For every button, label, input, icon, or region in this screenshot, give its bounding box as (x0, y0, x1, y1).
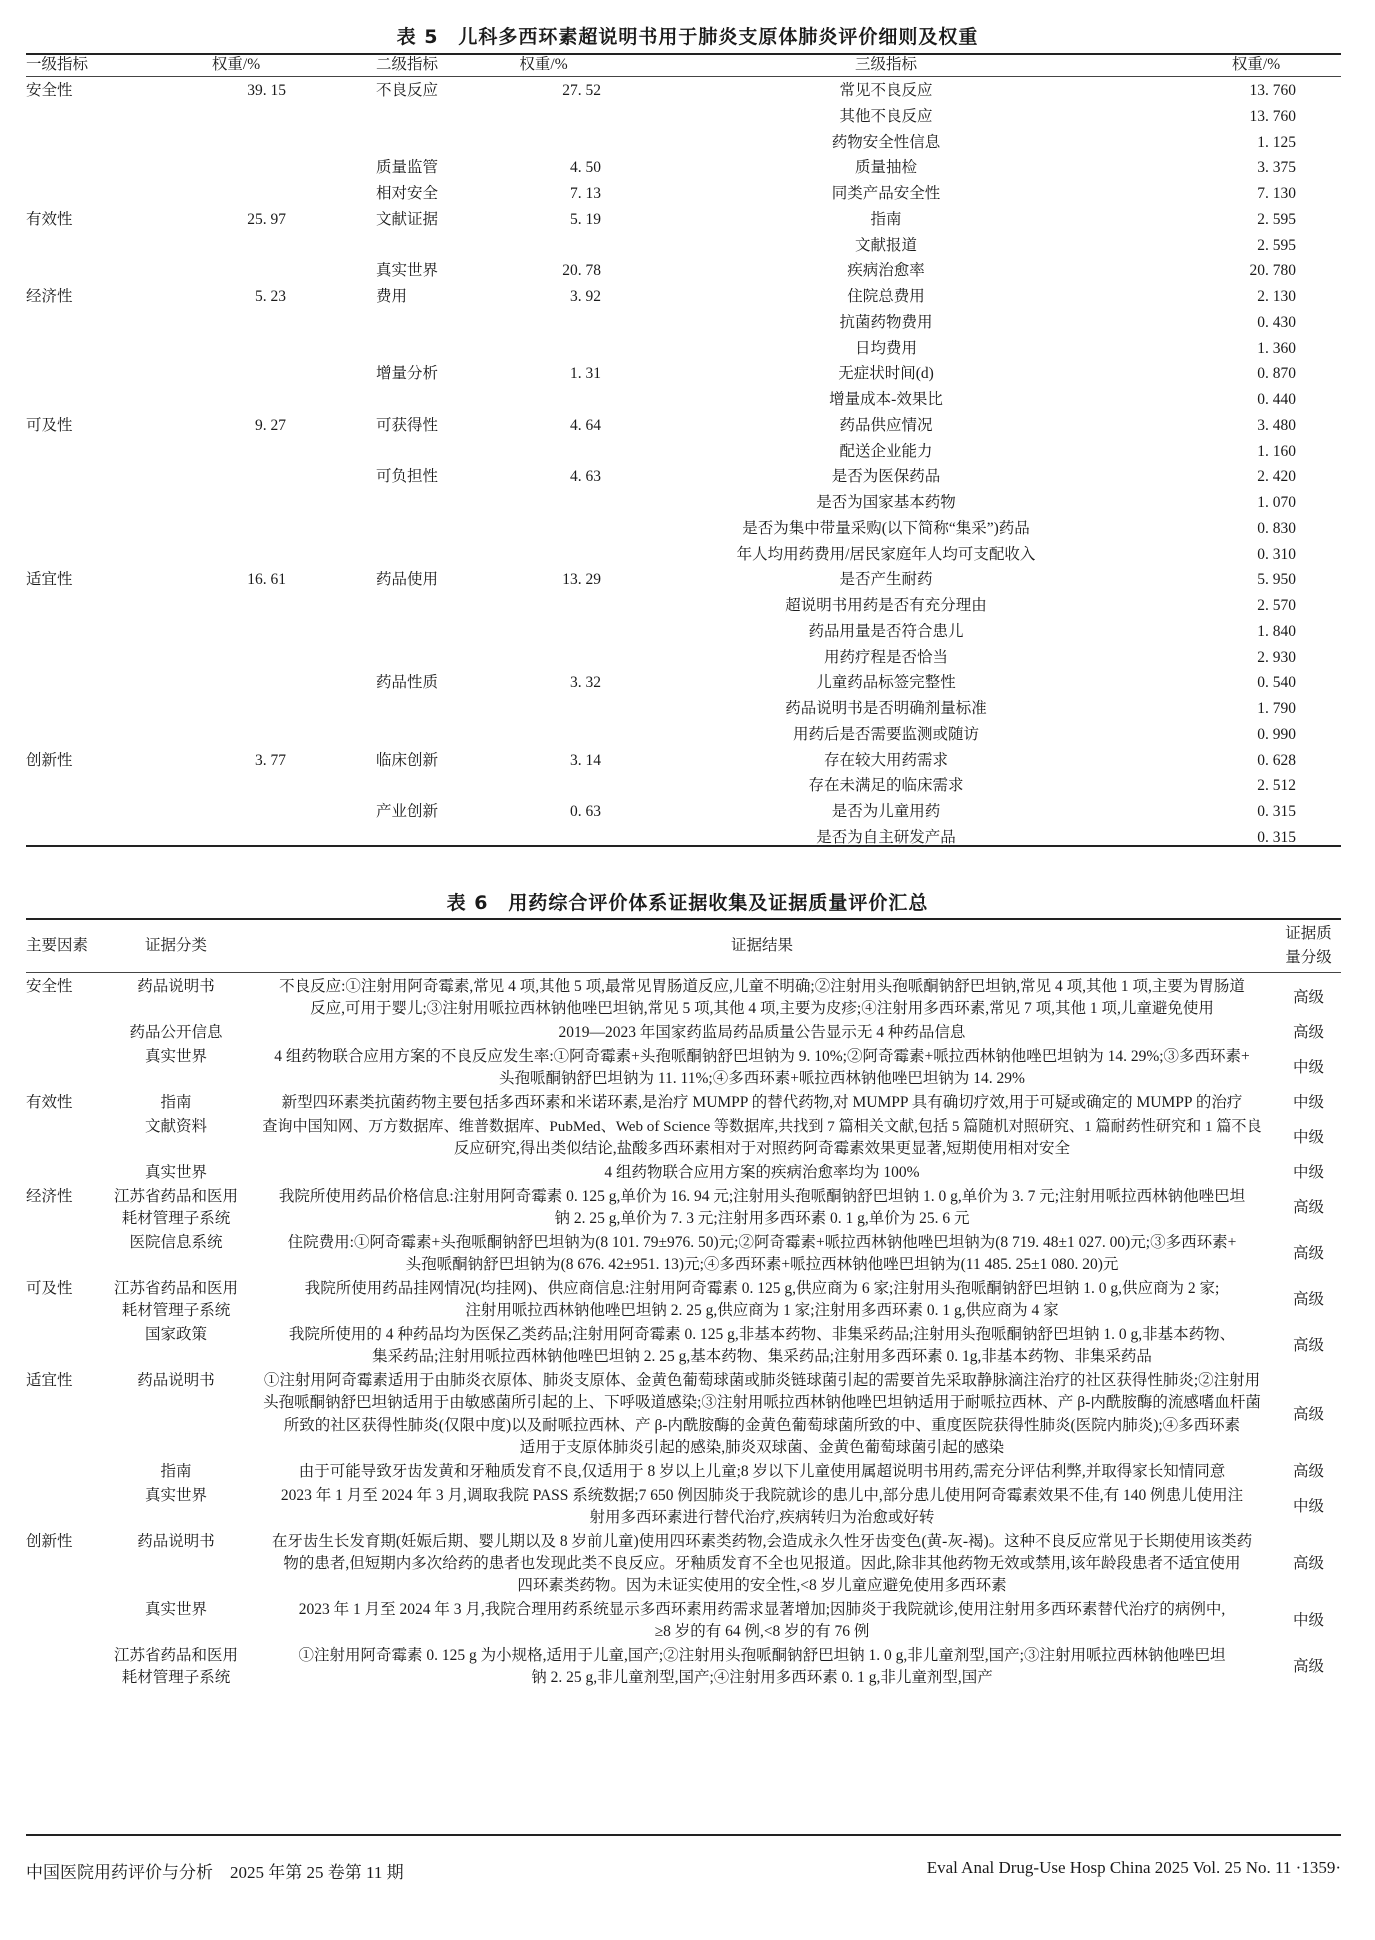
cell-level3: 是否为医保药品 (831, 468, 941, 486)
cell-level3: 配送企业能力 (839, 442, 933, 460)
footer-page-info: Eval Anal Drug-Use Hosp China 2025 Vol. 25 No. 11 ·1359· (926, 1858, 1341, 1877)
cell-level1: 创新性 (26, 751, 73, 769)
table5-row (26, 542, 1341, 568)
cell-category-line: 真实世界 (144, 1601, 207, 1619)
cell-category-line: 江苏省药品和医用 (113, 1647, 238, 1665)
cell-grade: 高级 (1292, 1198, 1324, 1216)
header-grade (1276, 922, 1341, 970)
cell-grade: 高级 (1292, 1462, 1324, 1480)
cell-weight3: 7. 130 (1257, 185, 1296, 202)
table5-row (26, 310, 1341, 336)
table6-row (26, 1461, 1341, 1483)
cell-grade: 高级 (1292, 1405, 1324, 1423)
cell-weight2: 4. 64 (570, 416, 601, 434)
cell-category (96, 1162, 256, 1184)
cell-level3: 用药后是否需要监测或随访 (792, 725, 979, 743)
cell-weight3: 1. 125 (1257, 133, 1296, 151)
cell-weight3: 1. 160 (1257, 442, 1296, 460)
table5-row (26, 207, 1341, 233)
cell-category-line: 国家政策 (144, 1326, 207, 1343)
cell-category (96, 1116, 256, 1138)
table6-title: 表 6 用药综合评价体系证据收集及证据质量评价汇总 (446, 892, 929, 914)
cell-result (262, 1232, 1262, 1277)
cell-weight3: 0. 540 (1257, 674, 1296, 692)
cell-level1: 可及性 (26, 416, 73, 434)
table6-row (26, 1485, 1341, 1530)
cell-result-line: 头孢哌酮钠舒巴坦钠适用于由敏感菌所引起的上、下呼吸道感染;③注射用哌拉西林钠他唑巴坦钠适用于耐哌拉西林、产 β-内酰胺酶的流感嗜血杆菌 (263, 1394, 1261, 1412)
table5-row (26, 181, 1341, 207)
cell-weight2: 1. 31 (570, 365, 601, 383)
cell-result (262, 1461, 1262, 1483)
cell-category (96, 1022, 256, 1044)
cell-level2: 可获得性 (376, 416, 439, 434)
cell-result-line: 2019—2023 年国家药监局药品质量公告显示无 4 种药品信息 (558, 1024, 966, 1042)
cell-result (262, 1370, 1262, 1459)
cell-weight1: 25. 97 (247, 210, 286, 228)
cell-category (96, 1186, 256, 1231)
cell-weight2: 4. 63 (570, 468, 601, 486)
cell-weight3: 2. 130 (1257, 288, 1296, 305)
table5-row (26, 670, 1341, 696)
cell-category-line: 指南 (160, 1462, 192, 1480)
cell-result (262, 1531, 1262, 1598)
cell-result (262, 1645, 1262, 1690)
cell-category-line: 药品公开信息 (129, 1024, 223, 1042)
table6-row (26, 1599, 1341, 1644)
table5-row (26, 567, 1341, 593)
cell-level1: 有效性 (26, 210, 73, 228)
cell-weight3: 0. 830 (1257, 519, 1296, 537)
cell-category (96, 1599, 256, 1621)
header-weight3: 权重/% (1231, 56, 1281, 73)
table6-row (26, 1645, 1341, 1690)
cell-weight3: 1. 070 (1257, 494, 1296, 511)
cell-category-line: 耗材管理子系统 (121, 1669, 231, 1687)
cell-weight1: 16. 61 (247, 571, 286, 589)
cell-weight3: 0. 315 (1257, 803, 1296, 820)
cell-result (262, 1186, 1262, 1231)
table5-row (26, 336, 1341, 362)
cell-level3: 是否为集中带量采购(以下简称“集采”)药品 (742, 519, 1030, 537)
cell-level3: 增量成本-效果比 (829, 391, 943, 408)
cell-grade: 高级 (1292, 1337, 1324, 1355)
cell-category-line: 真实世界 (144, 1486, 207, 1504)
cell-result-line: 适用于支原体肺炎引起的感染,肺炎双球菌、金黄色葡萄球菌引起的感染 (519, 1438, 1005, 1456)
cell-result-line: 查询中国知网、万方数据库、维普数据库、PubMed、Web of Science 等数据库,共找到 7 篇相关文献,包括 5 篇随机对照研究、1 篇耐药性研究和 1 篇不良 (262, 1118, 1262, 1135)
table6-row (26, 1370, 1341, 1459)
table6-row (26, 1232, 1341, 1277)
table5-row (26, 233, 1341, 259)
cell-factor: 创新性 (26, 1532, 73, 1550)
cell-level3: 同类产品安全性 (831, 185, 941, 202)
table5-title: 表 5 儿科多西环素超说明书用于肺炎支原体肺炎评价细则及权重 (396, 26, 979, 48)
cell-level3: 其他不良反应 (839, 107, 933, 125)
cell-grade: 高级 (1292, 1291, 1324, 1309)
cell-level2: 相对安全 (376, 185, 439, 202)
cell-result (262, 1046, 1262, 1091)
cell-result-line: ≥8 岁的有 64 例,<8 岁的有 76 例 (654, 1623, 870, 1641)
cell-result-line: 反应,可用于婴儿;③注射用哌拉西林钠他唑巴坦钠,常见 5 项,其他 4 项,主要为皮疹;④注射用多西环素,常见 7 项,其他 1 项,儿童避免使用 (310, 1000, 1214, 1018)
cell-level3: 无症状时间(d) (838, 365, 934, 383)
cell-weight3: 1. 360 (1257, 339, 1296, 357)
cell-category-line: 药品说明书 (137, 1532, 215, 1550)
cell-weight2: 13. 29 (562, 571, 601, 589)
cell-weight3: 1. 790 (1257, 700, 1296, 717)
cell-level2: 临床创新 (376, 751, 439, 769)
cell-result (262, 976, 1262, 1021)
cell-weight3: 0. 628 (1257, 751, 1296, 769)
table5-row (26, 155, 1341, 181)
cell-level3: 常见不良反应 (839, 82, 933, 99)
cell-level2: 真实世界 (376, 262, 439, 280)
cell-result-line: 钠 2. 25 g,非儿童剂型,国产;④注射用多西环素 0. 1 g,非儿童剂型,国产 (531, 1669, 993, 1687)
table5-row (26, 387, 1341, 413)
header-factor: 主要因素 (26, 937, 89, 954)
cell-level3: 药品说明书是否明确剂量标准 (785, 700, 987, 717)
cell-category-line: 江苏省药品和医用 (113, 1279, 238, 1297)
cell-category (96, 1370, 256, 1392)
cell-result-line: 四环素类药物。因为未证实使用的安全性,<8 岁儿童应避免使用多西环素 (517, 1577, 1007, 1595)
cell-category-line: 药品说明书 (137, 978, 215, 995)
cell-category (96, 1531, 256, 1553)
cell-result-line: 物的患者,但短期内多次给药的患者也发现此类不良反应。牙釉质发育不全也见报道。因此,除非其他药物无效或禁用,该年龄段患者不适宜使用 (283, 1554, 1241, 1572)
header-grade-line2: 量分级 (1285, 949, 1332, 966)
cell-weight3: 0. 440 (1257, 391, 1296, 408)
cell-category-line: 耗材管理子系统 (121, 1302, 231, 1320)
cell-weight2: 27. 52 (562, 82, 601, 99)
cell-level3: 药品用量是否符合患儿 (808, 622, 964, 640)
cell-level3: 存在较大用药需求 (823, 751, 948, 769)
table6-row (26, 1324, 1341, 1369)
cell-level2: 增量分析 (376, 365, 439, 383)
cell-result-line: 头孢哌酮钠舒巴坦钠为(8 676. 42±951. 13)元;④多西环素+哌拉西林钠他唑巴坦钠为(11 485. 25±1 080. 20)元 (405, 1256, 1119, 1274)
table6-bottom-rule (26, 1834, 1341, 1836)
cell-level3: 日均费用 (854, 339, 917, 357)
table5-row (26, 773, 1341, 799)
cell-result-line: 我院所使用药品价格信息:注射用阿奇霉素 0. 125 g,单价为 16. 94 元;注射用头孢哌酮钠舒巴坦钠 1. 0 g,单价为 3. 7 元;注射用哌拉西林钠他唑巴坦 (278, 1187, 1246, 1205)
table5-row (26, 748, 1341, 774)
cell-weight3: 2. 512 (1257, 777, 1296, 795)
table5-row (26, 645, 1341, 671)
cell-level3: 疾病治愈率 (847, 262, 925, 280)
cell-weight2: 5. 19 (570, 210, 601, 228)
header-level2: 二级指标 (376, 56, 439, 73)
cell-factor: 安全性 (26, 978, 73, 995)
table5-row (26, 516, 1341, 542)
cell-grade: 中级 (1292, 1094, 1324, 1111)
table5-row (26, 284, 1341, 310)
cell-category-line: 医院信息系统 (129, 1233, 223, 1251)
table6-header-row (26, 922, 1341, 968)
cell-grade: 中级 (1292, 1612, 1324, 1630)
table6-row (26, 1116, 1341, 1161)
cell-level3: 用药疗程是否恰当 (823, 648, 948, 666)
table5-row (26, 361, 1341, 387)
cell-factor: 可及性 (26, 1279, 73, 1297)
cell-result (262, 1485, 1262, 1530)
table5-row (26, 696, 1341, 722)
cell-level2: 质量监管 (376, 159, 439, 177)
cell-result-line: 4 组药物联合应用方案的疾病治愈率均为 100% (604, 1163, 920, 1181)
cell-weight3: 13. 760 (1249, 107, 1296, 125)
table5-row (26, 78, 1341, 104)
header-weight2: 权重/% (519, 56, 568, 73)
cell-result-line: ①注射用阿奇霉素适用于由肺炎衣原体、肺炎支原体、金黄色葡萄球菌或肺炎链球菌引起的需要首先采取静脉滴注治疗的社区获得性肺炎;②注射用 (263, 1372, 1261, 1390)
cell-result (262, 1116, 1262, 1161)
header-weight1: 权重/% (211, 56, 261, 73)
table5-row (26, 104, 1341, 130)
cell-result-line: 反应研究,得出类似结论,盐酸多西环素相对于对照药阿奇霉素效果更显著,短期使用相对安全 (453, 1140, 1071, 1158)
cell-level3: 是否为儿童用药 (831, 803, 941, 820)
cell-category-line: 真实世界 (144, 1163, 207, 1181)
cell-level2: 不良反应 (376, 82, 439, 99)
cell-weight3: 2. 420 (1257, 468, 1296, 486)
cell-result-line: 2023 年 1 月至 2024 年 3 月,调取我院 PASS 系统数据;7 650 例因肺炎于我院就诊的患儿中,部分患儿使用阿奇霉素效果不佳,有 140 例患儿使用注 (280, 1486, 1244, 1504)
cell-grade: 中级 (1292, 1128, 1324, 1146)
cell-weight1: 5. 23 (255, 288, 286, 305)
table6-row (26, 1092, 1341, 1114)
table6-row (26, 976, 1341, 1021)
cell-weight3: 2. 595 (1257, 210, 1296, 228)
cell-result (262, 1022, 1262, 1044)
header-grade-line1: 证据质 (1285, 925, 1332, 942)
cell-weight3: 2. 930 (1257, 648, 1296, 666)
table6-row (26, 1046, 1341, 1091)
header-category: 证据分类 (144, 937, 207, 954)
cell-level3: 是否产生耐药 (839, 571, 933, 589)
cell-weight3: 0. 315 (1257, 828, 1296, 846)
cell-weight3: 2. 595 (1257, 236, 1296, 254)
table6-header-rule (26, 972, 1341, 973)
cell-weight2: 3. 32 (570, 674, 601, 692)
cell-category (96, 1324, 256, 1346)
table6-row (26, 1278, 1341, 1323)
cell-level3: 年人均用药费用/居民家庭年人均可支配收入 (736, 545, 1036, 563)
table6-row (26, 1162, 1341, 1184)
cell-weight3: 3. 375 (1257, 159, 1296, 177)
cell-level3: 药品供应情况 (839, 416, 933, 434)
cell-grade: 高级 (1292, 989, 1324, 1007)
cell-level3: 质量抽检 (854, 159, 917, 177)
cell-grade: 高级 (1292, 1244, 1324, 1262)
cell-weight2: 0. 63 (570, 803, 601, 820)
cell-category-line: 文献资料 (144, 1117, 207, 1135)
cell-weight1: 39. 15 (247, 82, 286, 99)
cell-category (96, 976, 256, 998)
cell-weight1: 9. 27 (255, 416, 286, 434)
cell-level3: 指南 (870, 210, 902, 228)
table6-row (26, 1531, 1341, 1598)
cell-grade: 高级 (1292, 1024, 1324, 1042)
table5-row (26, 593, 1341, 619)
header-result: 证据结果 (730, 937, 793, 954)
cell-weight2: 4. 50 (570, 159, 601, 177)
cell-weight3: 0. 990 (1257, 725, 1296, 743)
cell-level2: 可负担性 (376, 468, 439, 486)
cell-factor: 经济性 (26, 1187, 73, 1205)
cell-weight3: 2. 570 (1257, 597, 1296, 614)
table5-bottom-rule (26, 845, 1341, 847)
cell-result-line: 注射用哌拉西林钠他唑巴坦钠 2. 25 g,供应商为 1 家;注射用多西环素 0. 1 g,供应商为 4 家 (465, 1302, 1059, 1320)
cell-factor: 适宜性 (26, 1372, 73, 1390)
cell-weight3: 5. 950 (1257, 571, 1296, 589)
cell-level2: 药品性质 (376, 674, 439, 692)
cell-result-line: 4 组药物联合应用方案的不良反应发生率:①阿奇霉素+头孢哌酮钠舒巴坦钠为 9. 10%;②阿奇霉素+哌拉西林钠他唑巴坦钠为 14. 29%;③多西环素+ (274, 1047, 1250, 1065)
cell-level1: 适宜性 (26, 571, 73, 589)
cell-level3: 文献报道 (854, 236, 917, 254)
cell-weight2: 20. 78 (562, 262, 601, 280)
cell-result (262, 1599, 1262, 1644)
cell-level1: 经济性 (26, 288, 73, 305)
cell-result-line: 新型四环素类抗菌药物主要包括多西环素和米诺环素,是治疗 MUMPP 的替代药物,对 MUMPP 具有确切疗效,用于可疑或确定的 MUMPP 的治疗 (281, 1094, 1243, 1111)
cell-result-line: 不良反应:①注射用阿奇霉素,常见 4 项,其他 5 项,最常见胃肠道反应,儿童不明确;②注射用头孢哌酮钠舒巴坦钠,常见 4 项,其他 1 项,主要为胃肠道 (279, 978, 1245, 995)
cell-level3: 药物安全性信息 (831, 133, 941, 151)
cell-weight3: 0. 870 (1257, 365, 1296, 383)
table5-row (26, 490, 1341, 516)
table6-top-rule (26, 918, 1341, 920)
cell-category (96, 1485, 256, 1507)
cell-level3: 儿童药品标签完整性 (816, 674, 956, 692)
cell-level3: 抗菌药物费用 (839, 313, 933, 331)
table5-row (26, 799, 1341, 825)
table5-row (26, 258, 1341, 284)
cell-weight3: 20. 780 (1249, 262, 1296, 280)
cell-weight2: 3. 14 (570, 751, 601, 769)
cell-level3: 超说明书用药是否有充分理由 (785, 597, 987, 614)
cell-level3: 住院总费用 (847, 288, 925, 305)
table5-header-rule (26, 76, 1341, 77)
cell-grade: 中级 (1292, 1059, 1324, 1077)
cell-category (96, 1645, 256, 1690)
header-level3: 三级指标 (854, 56, 917, 73)
cell-result-line: 2023 年 1 月至 2024 年 3 月,我院合理用药系统显示多西环素用药需求显著增加;因肺炎于我院就诊,使用注射用多西环素替代治疗的病例中, (298, 1601, 1226, 1619)
cell-result-line: ①注射用阿奇霉素 0. 125 g 为小规格,适用于儿童,国产;②注射用头孢哌酮钠舒巴坦钠 1. 0 g,非儿童剂型,国产;③注射用哌拉西林钠他唑巴坦 (298, 1647, 1226, 1665)
cell-weight2: 3. 92 (570, 288, 601, 305)
cell-category-line: 江苏省药品和医用 (113, 1187, 238, 1205)
cell-level3: 存在未满足的临床需求 (808, 777, 964, 795)
cell-result-line: 射用多西环素进行替代治疗,疾病转归为治愈或好转 (589, 1508, 935, 1526)
cell-result (262, 1324, 1262, 1369)
cell-result (262, 1162, 1262, 1184)
cell-category-line: 指南 (160, 1094, 192, 1111)
cell-result (262, 1278, 1262, 1323)
cell-category (96, 1046, 256, 1068)
cell-result-line: 钠 2. 25 g,单价为 7. 3 元;注射用多西环素 0. 1 g,单价为 25. 6 元 (554, 1209, 970, 1227)
footer-journal: 中国医院用药评价与分析 2025 年第 25 卷第 11 期 (26, 1863, 404, 1882)
table6-row (26, 1022, 1341, 1044)
cell-result-line: 我院所使用的 4 种药品均为医保乙类药品;注射用阿奇霉素 0. 125 g,非基本药物、非集采药品;注射用头孢哌酮钠舒巴坦钠 1. 0 g,非基本药物、 (288, 1326, 1236, 1343)
cell-category-line: 真实世界 (144, 1047, 207, 1065)
cell-grade: 高级 (1292, 1554, 1324, 1572)
cell-grade: 中级 (1292, 1497, 1324, 1515)
cell-result-line: 住院费用:①阿奇霉素+头孢哌酮钠舒巴坦钠为(8 101. 79±976. 50)元;②阿奇霉素+哌拉西林钠他唑巴坦钠为(8 719. 48±1 027. 00)元;③多西环素+ (287, 1233, 1237, 1251)
header-level1: 一级指标 (26, 56, 89, 73)
table5-row (26, 464, 1341, 490)
cell-grade: 中级 (1292, 1163, 1324, 1181)
cell-result-line: 所致的社区获得性肺炎(仅限中度)以及耐哌拉西林、产 β-内酰胺酶的金黄色葡萄球菌所致的中、重度医院获得性肺炎(医院内肺炎);④多西环素 (283, 1416, 1241, 1434)
cell-level2: 文献证据 (376, 210, 439, 228)
cell-category-line: 耗材管理子系统 (121, 1209, 231, 1227)
table5-row (26, 439, 1341, 465)
cell-grade: 高级 (1292, 1658, 1324, 1676)
table5-row (26, 619, 1341, 645)
cell-weight1: 3. 77 (255, 751, 286, 769)
cell-level3: 是否为国家基本药物 (816, 494, 956, 511)
table6-row (26, 1186, 1341, 1231)
cell-level2: 药品使用 (376, 571, 439, 589)
cell-level2: 产业创新 (376, 803, 439, 820)
cell-result (262, 1092, 1262, 1114)
cell-category (96, 1092, 256, 1114)
cell-level2: 费用 (376, 288, 408, 305)
cell-category (96, 1232, 256, 1254)
table5-row (26, 130, 1341, 156)
cell-weight3: 1. 840 (1257, 622, 1296, 640)
cell-result-line: 在牙齿生长发育期(妊娠后期、婴儿期以及 8 岁前儿童)使用四环素类药物,会造成永久性牙齿变色(黄-灰-褐)。这种不良反应常见于长期使用该类药 (271, 1532, 1253, 1550)
cell-category (96, 1461, 256, 1483)
cell-result-line: 由于可能导致牙齿发黄和牙釉质发育不良,仅适用于 8 岁以上儿童;8 岁以下儿童使用属超说明书用药,需充分评估利弊,并取得家长知情同意 (298, 1462, 1226, 1480)
cell-weight3: 0. 310 (1257, 545, 1296, 563)
cell-weight3: 0. 430 (1257, 313, 1296, 331)
cell-result-line: 我院所使用药品挂网情况(均挂网)、供应商信息:注射用阿奇霉素 0. 125 g,供应商为 6 家;注射用头孢哌酮钠舒巴坦钠 1. 0 g,供应商为 2 家; (304, 1279, 1220, 1297)
cell-result-line: 集采药品;注射用哌拉西林钠他唑巴坦钠 2. 25 g,基本药物、集采药品;注射用多西环素 0. 1g,非基本药物、非集采药品 (372, 1348, 1152, 1366)
cell-weight3: 13. 760 (1249, 82, 1296, 99)
cell-result-line: 头孢哌酮钠舒巴坦钠为 11. 11%;④多西环素+哌拉西林钠他唑巴坦钠为 14. 29% (499, 1070, 1025, 1088)
cell-level3: 是否为自主研发产品 (816, 828, 956, 846)
table5-row (26, 413, 1341, 439)
cell-factor: 有效性 (26, 1094, 73, 1111)
cell-category (96, 1278, 256, 1323)
cell-category-line: 药品说明书 (137, 1372, 215, 1390)
cell-weight2: 7. 13 (570, 185, 601, 202)
table5-row (26, 722, 1341, 748)
cell-weight3: 3. 480 (1257, 416, 1296, 434)
table5-header-row (26, 54, 1341, 76)
cell-level1: 安全性 (26, 82, 73, 99)
